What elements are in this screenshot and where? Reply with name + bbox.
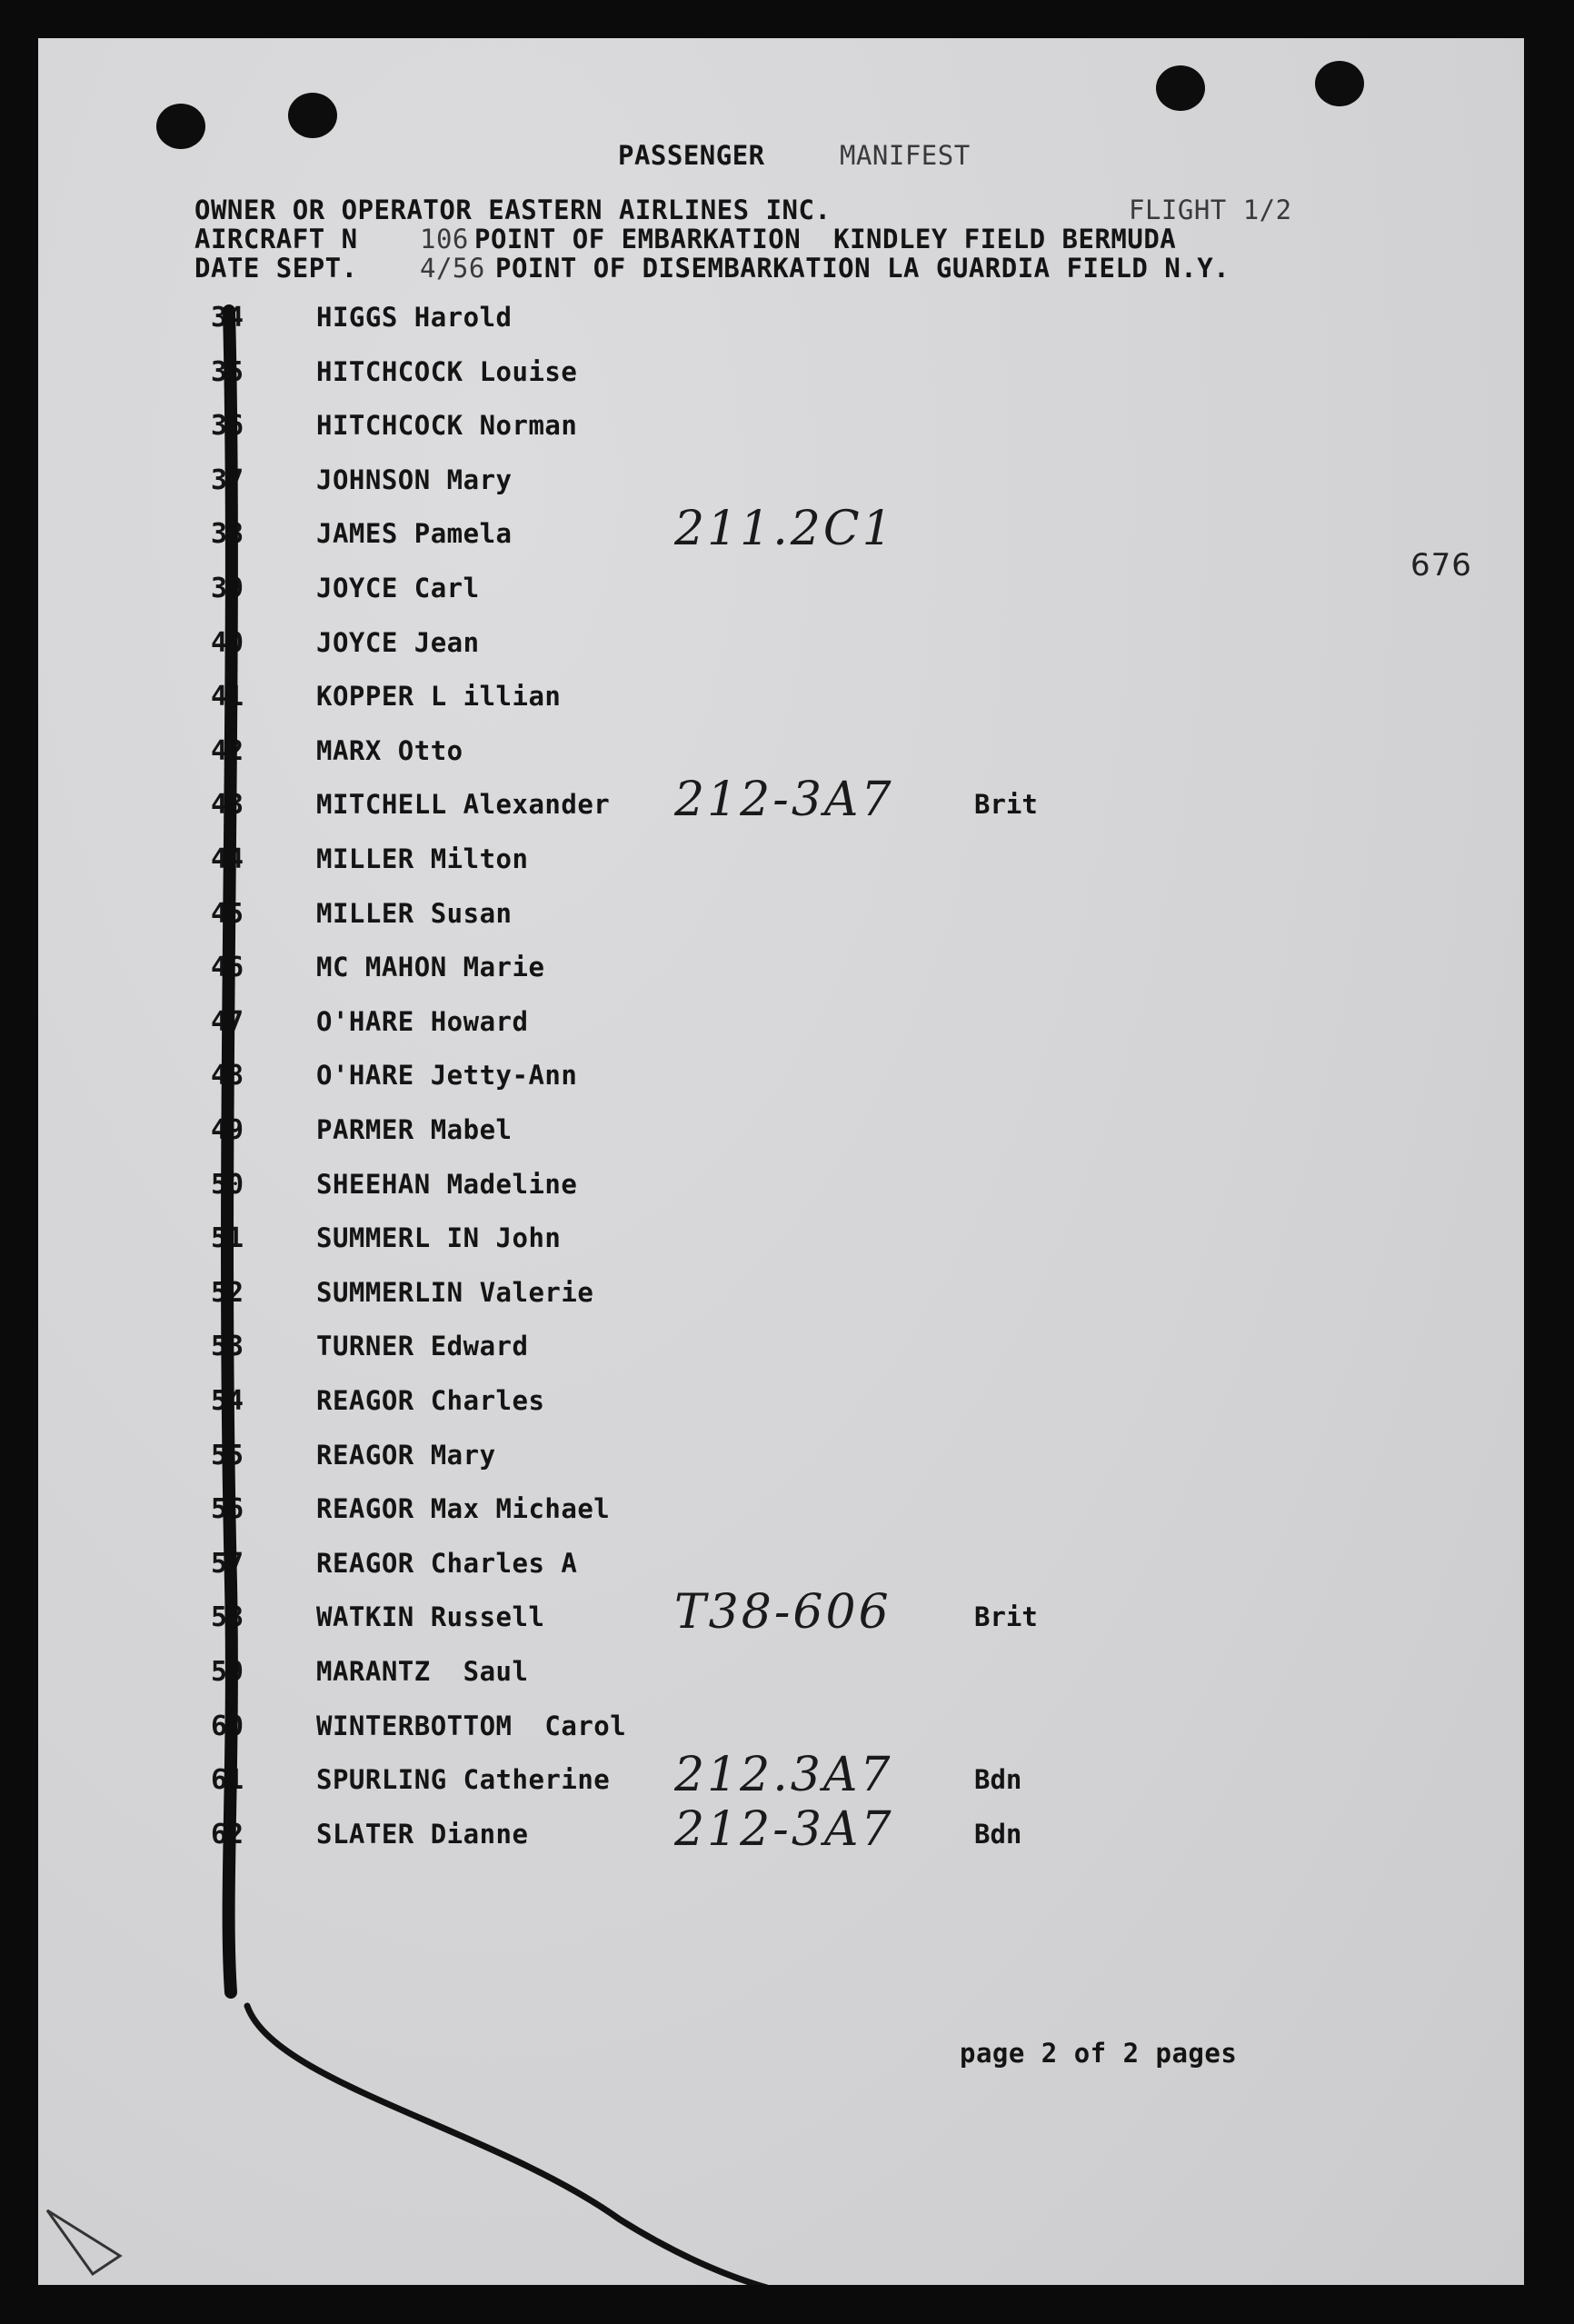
handwritten-code: 212-3A7: [674, 1802, 894, 1857]
page-number: 676: [1410, 547, 1472, 583]
passenger-name: SUMMERL IN John: [316, 1222, 562, 1253]
row-number: 57: [211, 1548, 244, 1580]
passenger-name: REAGOR Mary: [316, 1440, 496, 1471]
passenger-name: JAMES Pamela: [316, 518, 513, 549]
passenger-name: HITCHCOCK Louise: [316, 356, 578, 387]
date-label: DATE SEPT.: [194, 253, 358, 284]
passenger-name: KOPPER L illian: [316, 681, 562, 712]
row-number: 42: [211, 735, 244, 767]
handwritten-code: 212-3A7: [674, 773, 894, 827]
passenger-name: HITCHCOCK Norman: [316, 410, 578, 441]
row-number: 62: [211, 1819, 244, 1850]
page-of-pages: page 2 of 2 pages: [960, 2038, 1238, 2069]
row-number: 40: [211, 627, 244, 659]
passenger-name: HIGGS Harold: [316, 302, 513, 333]
row-number: 51: [211, 1222, 244, 1254]
passenger-name: O'HARE Howard: [316, 1006, 529, 1037]
passenger-name: JOYCE Jean: [316, 627, 480, 658]
passenger-name: REAGOR Charles: [316, 1385, 545, 1416]
passenger-name: REAGOR Max Michael: [316, 1493, 611, 1524]
row-number: 61: [211, 1764, 244, 1796]
row-number: 45: [211, 898, 244, 930]
row-number: 56: [211, 1493, 244, 1525]
row-number: 52: [211, 1277, 244, 1309]
row-number: 59: [211, 1656, 244, 1688]
row-number: 43: [211, 789, 244, 821]
nationality: Brit: [974, 1601, 1038, 1632]
owner-line: OWNER OR OPERATOR EASTERN AIRLINES INC.: [194, 194, 832, 225]
passenger-name: TURNER Edward: [316, 1331, 529, 1361]
row-number: 58: [211, 1601, 244, 1633]
manifest-title-left: PASSENGER: [618, 140, 765, 171]
row-number: 44: [211, 843, 244, 875]
passenger-name: MARANTZ Saul: [316, 1656, 529, 1687]
passenger-name: SPURLING Catherine: [316, 1764, 611, 1795]
aircraft-number: 106: [420, 224, 469, 254]
row-number: 37: [211, 464, 244, 496]
passenger-name: REAGOR Charles A: [316, 1548, 578, 1579]
row-number: 34: [211, 302, 244, 334]
row-number: 38: [211, 518, 244, 550]
row-number: 39: [211, 573, 244, 604]
passenger-name: PARMER Mabel: [316, 1114, 513, 1145]
flight-number: FLIGHT 1/2: [1129, 194, 1292, 225]
ink-bracket-line: [38, 38, 1524, 2285]
passenger-name: WATKIN Russell: [316, 1601, 545, 1632]
passenger-name: MARX Otto: [316, 735, 463, 766]
manifest-sheet: [38, 38, 1524, 2285]
row-number: 46: [211, 952, 244, 983]
row-number: 55: [211, 1440, 244, 1471]
passenger-name: SUMMERLIN Valerie: [316, 1277, 594, 1308]
nationality: Bdn: [974, 1819, 1022, 1850]
passenger-name: MILLER Susan: [316, 898, 513, 929]
row-number: 54: [211, 1385, 244, 1417]
passenger-name: MITCHELL Alexander: [316, 789, 611, 820]
row-number: 41: [211, 681, 244, 713]
nationality: Brit: [974, 789, 1038, 820]
handwritten-code: T38-606: [674, 1585, 892, 1640]
passenger-name: JOHNSON Mary: [316, 464, 513, 495]
row-number: 60: [211, 1711, 244, 1742]
row-number: 53: [211, 1331, 244, 1362]
passenger-name: MILLER Milton: [316, 843, 529, 874]
row-number: 36: [211, 410, 244, 442]
row-number: 47: [211, 1006, 244, 1038]
passenger-name: O'HARE Jetty-Ann: [316, 1060, 578, 1091]
passenger-name: WINTERBOTTOM Carol: [316, 1711, 627, 1741]
row-number: 35: [211, 356, 244, 388]
handwritten-code: 212.3A7: [674, 1748, 893, 1802]
passenger-name: SLATER Dianne: [316, 1819, 529, 1850]
aircraft-label: AIRCRAFT N: [194, 224, 358, 254]
embarkation-line: POINT OF EMBARKATION KINDLEY FIELD BERMUDA: [474, 224, 1177, 254]
row-number: 50: [211, 1169, 244, 1201]
passenger-name: MC MAHON Marie: [316, 952, 545, 982]
date-value: 4/56: [420, 253, 485, 284]
row-number: 49: [211, 1114, 244, 1146]
nationality: Bdn: [974, 1764, 1022, 1795]
manifest-title-right: MANIFEST: [840, 140, 971, 171]
passenger-name: JOYCE Carl: [316, 573, 480, 603]
disembarkation-line: POINT OF DISEMBARKATION LA GUARDIA FIELD N.Y.: [495, 253, 1230, 284]
row-number: 48: [211, 1060, 244, 1092]
handwritten-code: 211.2C1: [674, 502, 895, 556]
passenger-name: SHEEHAN Madeline: [316, 1169, 578, 1200]
